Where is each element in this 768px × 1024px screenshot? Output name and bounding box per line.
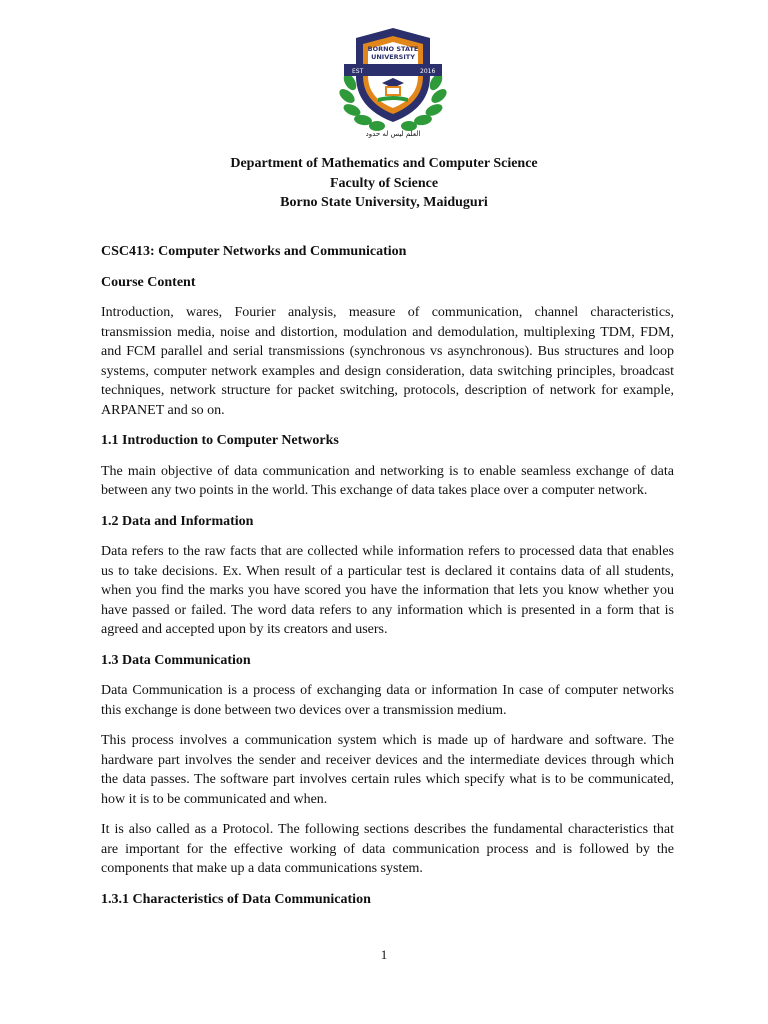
section-heading: 1.3.1 Characteristics of Data Communication — [101, 891, 371, 907]
section-heading: Course Content — [101, 274, 196, 290]
paragraph: The main objective of data communication and networking is to enable seamless exchange of data between any two points in the world. This exchange of data takes place over a computer network. — [101, 463, 674, 498]
logo-motto: العلم ليس له حدود — [365, 130, 421, 138]
paragraph: This process involves a communication system which is made up of hardware and software. The hardware part involves the sender and receiver devices and the intermediate devices through which the data passes. The software part involves certain rules which specify what is to be communicated, how it is to be communicated and when. — [101, 733, 674, 807]
logo-name-line2: UNIVERSITY — [371, 53, 415, 61]
paragraph: Introduction, wares, Fourier analysis, measure of communication, channel characteristics, transmission media, noise and distortion, modulation and demodulation, multiplexing TDM, FDM, and FCM parallel and serial transmissions (synchronous vs asynchronous). Bus structures and loop systems, computer network examples and design consideration, data switching principles, broadcast techniques, network structure for packet switching, protocols, description of network for example, ARPANET and so on. — [101, 305, 674, 418]
paragraph: Data refers to the raw facts that are collected while information refers to processed data that enables us to take decisions. Ex. When result of a particular test is declared it contains data of all students, when you find the marks you have scored you have the information that lets you know whether you have passed or failed. The word data refers to any information which is presented in a form that is agreed and accepted upon by its creators and users. — [101, 544, 674, 637]
university-name: Borno State University, Maiduguri — [280, 195, 488, 210]
course-title: CSC413: Computer Networks and Communication — [101, 244, 407, 259]
section-heading: 1.1 Introduction to Computer Networks — [101, 433, 339, 448]
page-number: 1 — [380, 947, 388, 962]
document-header — [0, 154, 768, 213]
faculty-name: Faculty of Science — [329, 175, 439, 191]
logo-est-label: EST — [352, 68, 364, 75]
department-name: Department of Mathematics and Computer Science — [230, 156, 538, 171]
document-body — [101, 242, 674, 920]
logo-name-line1: BORNO STATE — [367, 45, 419, 53]
section-heading: 1.2 Data and Information — [101, 513, 254, 529]
section-heading: 1.3 Data Communication — [101, 652, 251, 668]
paragraph: It is also called as a Protocol. The following sections describes the fundamental characteristics that are important for the effective working of data communication process and is followed by the components that make up a data communications system. — [101, 822, 674, 876]
logo-est-year: 2016 — [420, 68, 436, 75]
university-logo — [330, 24, 456, 140]
paragraph: Data Communication is a process of exchanging data or information In case of computer networks this exchange is done between two devices over a transmission medium. — [101, 683, 674, 718]
